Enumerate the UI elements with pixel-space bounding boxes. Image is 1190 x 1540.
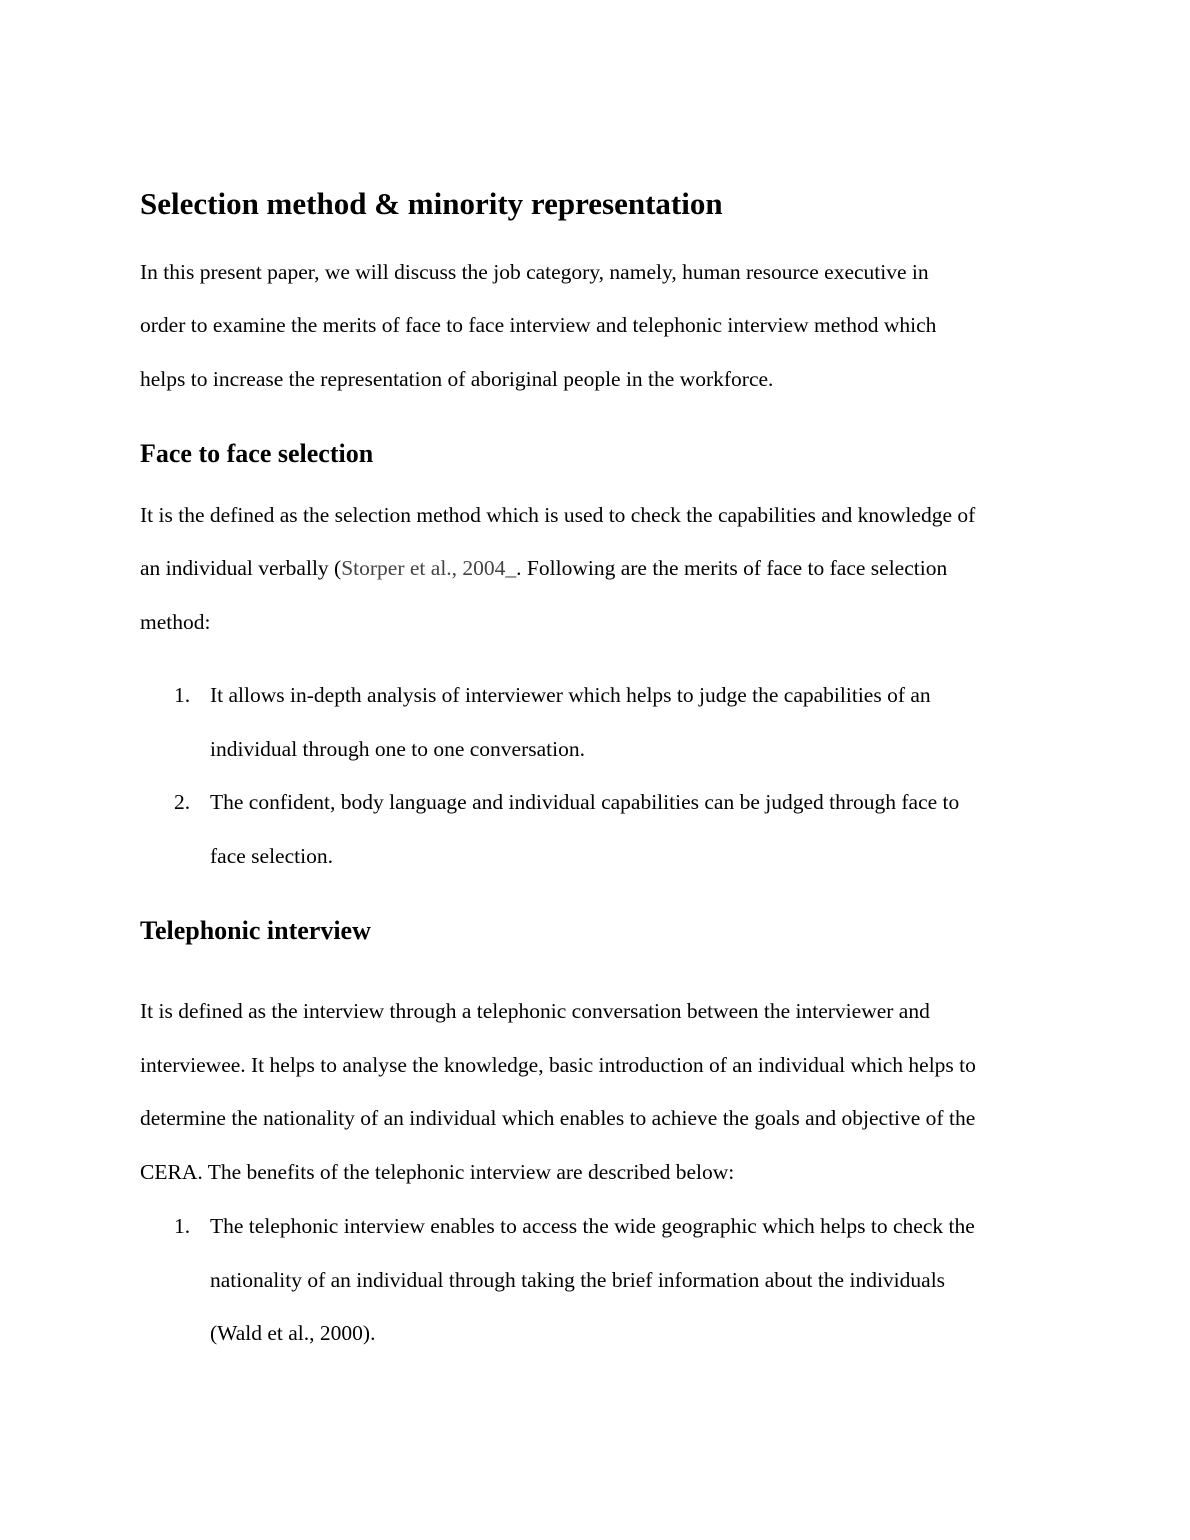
telephonic-line-2: interviewee. It helps to analyse the knowledge, basic introduction of an individual which helps to: [140, 1053, 976, 1077]
telephonic-line-1: It is defined as the interview through a telephonic conversation between the interviewer and: [140, 999, 930, 1023]
list-item-1-line-1: It allows in-depth analysis of interviewer which helps to judge the capabilities of an: [210, 683, 931, 707]
face-to-face-line-3: method:: [140, 610, 211, 634]
face-to-face-line-1: It is the defined as the selection method which is used to check the capabilities and knowledge of: [140, 503, 976, 527]
telephonic-list-item-1-line-3: (Wald et al., 2000).: [210, 1321, 376, 1345]
face-to-face-line-2: [140, 553, 947, 583]
list-item-2-line-2: face selection.: [210, 844, 333, 868]
telephonic-list-number-1: 1.: [174, 1214, 191, 1238]
list-item-2-line-1: The confident, body language and individual capabilities can be judged through face to: [210, 790, 960, 814]
intro-line-1: In this present paper, we will discuss the job category, namely, human resource executive in: [140, 260, 929, 284]
telephonic-line-3: determine the nationality of an individual which enables to achieve the goals and objective of the: [140, 1106, 976, 1130]
section-heading-telephonic: Telephonic interview: [140, 916, 371, 945]
citation-storper: Storper et al., 2004_: [341, 556, 517, 580]
section-heading-face-to-face: Face to face selection: [140, 439, 374, 468]
list-number-1: 1.: [174, 683, 191, 707]
list-item-1-line-2: individual through one to one conversation.: [210, 737, 585, 761]
page-title: Selection method & minority representation: [140, 186, 723, 221]
telephonic-list-item-1-line-1: The telephonic interview enables to access the wide geographic which helps to check the: [210, 1214, 975, 1238]
intro-line-2: order to examine the merits of face to face interview and telephonic interview method which: [140, 313, 937, 337]
list-number-2: 2.: [174, 790, 191, 814]
intro-line-3: helps to increase the representation of aboriginal people in the workforce.: [140, 367, 774, 391]
face-to-face-line-2-end: . Following are the merits of face to face selection: [516, 556, 948, 580]
telephonic-list-item-1-line-2: nationality of an individual through taking the brief information about the individuals: [210, 1268, 946, 1292]
telephonic-line-4: CERA. The benefits of the telephonic interview are described below:: [140, 1160, 735, 1184]
face-to-face-line-2-start: an individual verbally (: [140, 556, 342, 580]
